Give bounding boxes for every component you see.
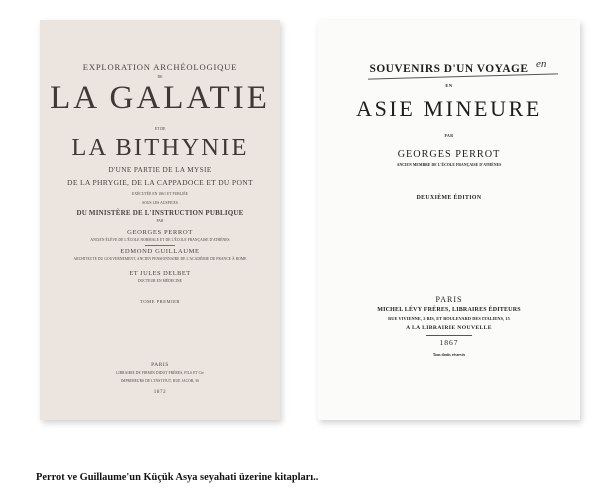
- right-en-text: EN: [445, 83, 453, 88]
- right-author-perrot: GEORGES PERROT: [397, 149, 501, 160]
- left-tome-text: TOME PREMIER: [140, 299, 180, 304]
- left-author-guillaume: EDMOND GUILLAUME: [120, 248, 200, 255]
- left-auspices-text: SOUS LES AUSPICES: [142, 201, 178, 205]
- left-ministry-text: DU MINISTÈRE DE L'INSTRUCTION PUBLIQUE: [76, 209, 244, 217]
- right-year-text: 1867: [439, 338, 459, 347]
- left-executed-text: EXÉCUTÉE EN 1861 ET PUBLIÉE: [132, 192, 188, 196]
- left-year-text: 1872: [153, 390, 167, 395]
- right-publisher-address: RUE VIVIENNE, 2 BIS, ET BOULEVARD DES ITALIENS, 15: [388, 316, 510, 321]
- right-handwritten-annotation: en: [536, 58, 547, 70]
- left-publisher-text: LIBRAIRIE DE FIRMIN DIDOT FRÈRES, FILS ET Cie: [116, 371, 204, 375]
- left-city-text: PARIS: [151, 362, 169, 368]
- right-divider: [426, 335, 472, 336]
- left-main-title-bithynie: LA BITHYNIE: [71, 134, 249, 161]
- right-edition-text: DEUXIÈME ÉDITION: [416, 195, 482, 201]
- left-author-delbet-desc: DOCTEUR EN MÉDECINE: [137, 279, 183, 283]
- left-subtitle-phrygie: DE LA PHRYGIE, DE LA CAPPADOCE ET DU PONT: [67, 178, 253, 187]
- left-et-de-text: ET DE: [154, 127, 166, 131]
- figure-caption: Perrot ve Guillaume'un Küçük Asya seyahati üzerine kitapları..: [36, 472, 319, 483]
- left-author-perrot: GEORGES PERROT: [127, 229, 193, 236]
- left-main-title-galatie: LA GALATIE: [50, 80, 270, 116]
- right-librairie-text: A LA LIBRAIRIE NOUVELLE: [406, 325, 492, 331]
- right-book-title-page: [318, 20, 580, 420]
- right-main-title: ASIE MINEURE: [356, 96, 542, 121]
- left-author-guillaume-desc: ARCHITECTE DU GOUVERNEMENT, ANCIEN PENSIONNAIRE DE L'ACADÉMIE DE FRANCE À ROME: [73, 257, 247, 261]
- left-series-title: EXPLORATION ARCHÉOLOGIQUE: [82, 62, 238, 72]
- left-author-delbet: ET JULES DELBET: [129, 270, 191, 277]
- left-subtitle-mysie: D'UNE PARTIE DE LA MYSIE: [108, 166, 212, 174]
- right-par-text: PAR: [444, 134, 454, 138]
- left-divider: [145, 245, 175, 246]
- right-series-title: SOUVENIRS D'UN VOYAGE: [369, 63, 529, 75]
- left-book-title-page: [40, 20, 280, 420]
- right-city-text: PARIS: [435, 295, 463, 304]
- right-rights-text: Tous droits réservés: [432, 353, 466, 357]
- left-par-text: PAR: [156, 219, 164, 223]
- left-publisher-address: IMPRIMEURS DE L'INSTITUT, RUE JACOB, 56: [120, 379, 200, 383]
- left-de-text: DE: [157, 75, 163, 79]
- right-publisher-text: MICHEL LÉVY FRÈRES, LIBRAIRES ÉDITEURS: [377, 307, 521, 313]
- right-author-desc: ANCIEN MEMBRE DE L'ÉCOLE FRANÇAISE D'ATHÈNES: [396, 163, 502, 167]
- left-author-perrot-desc: ANCIEN ÉLÈVE DE L'ÉCOLE NORMALE ET DE L'ÉCOLE FRANÇAISE D'ATHÈNES: [90, 238, 230, 242]
